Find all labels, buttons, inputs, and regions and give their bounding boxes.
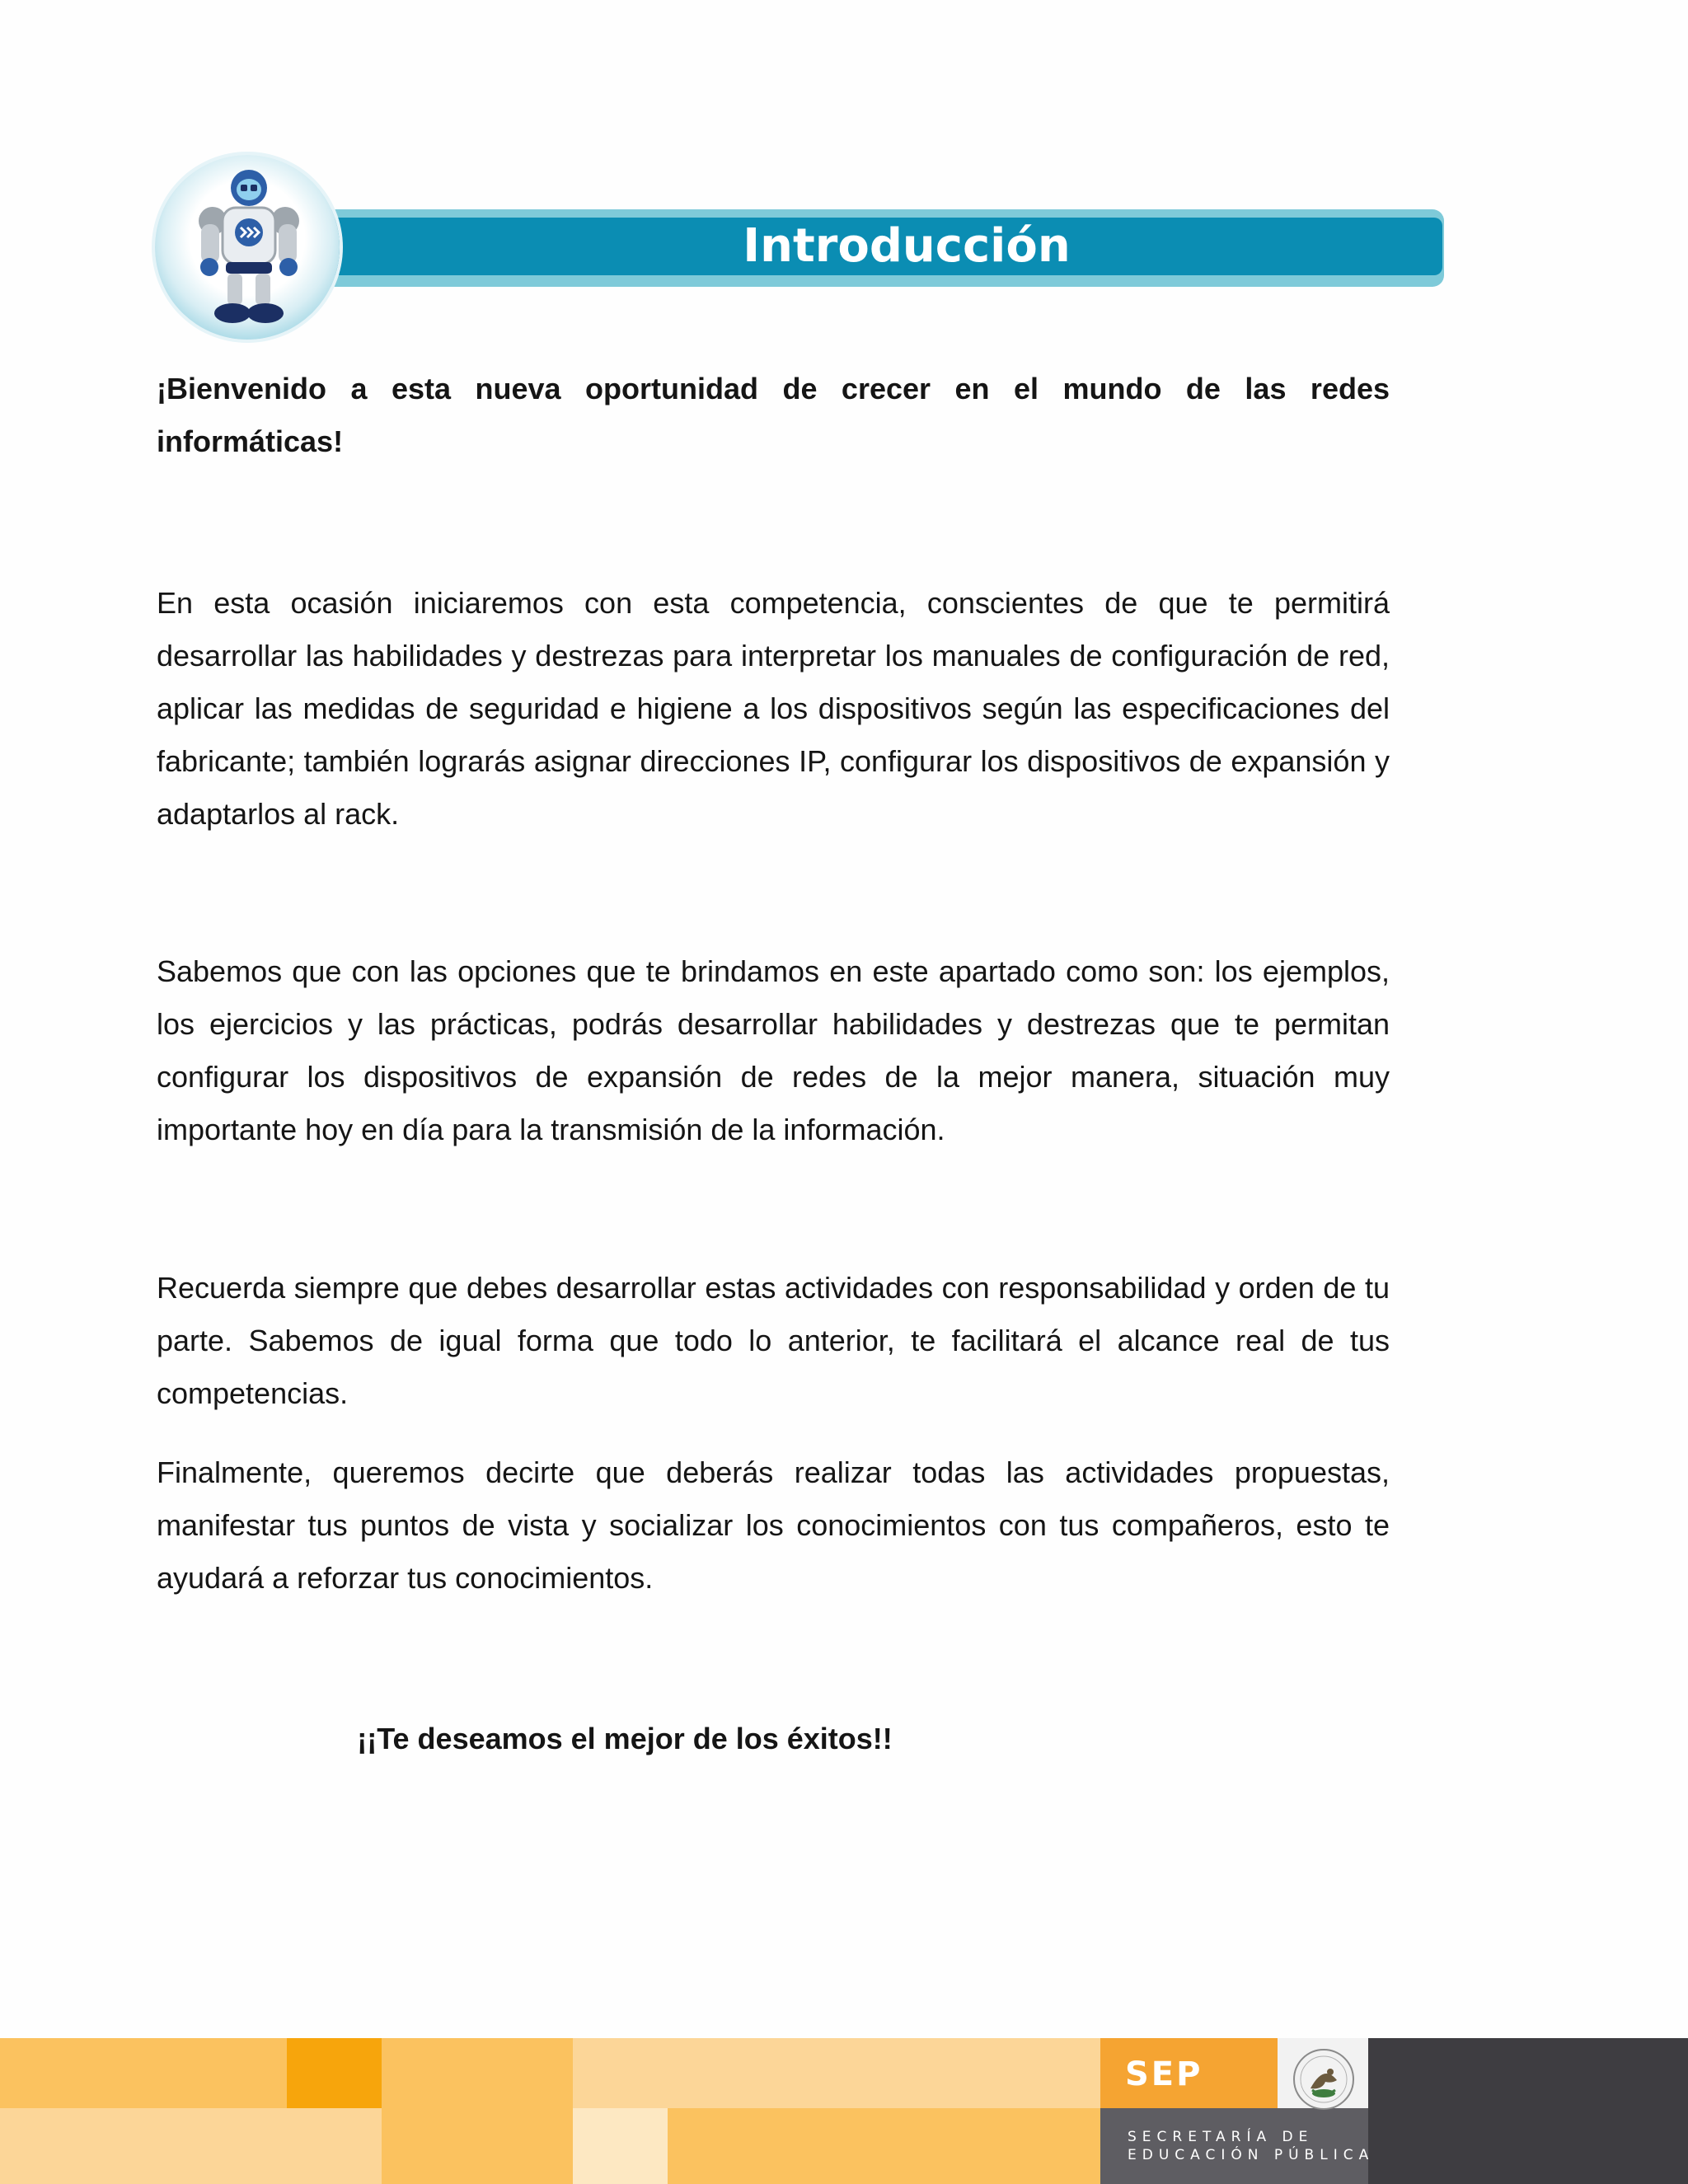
sep-logo: SEP (1125, 2055, 1203, 2093)
closing-message: ¡¡Te deseamos el mejor de los éxitos!! (357, 1722, 893, 1755)
sep-subtitle (1128, 2128, 1374, 2164)
intro-paragraph-4: Finalmente, queremos decirte que deberás realizar todas las actividades propuestas, manifestar tus puntos de vista y socializar los conocimientos con tus compañeros, esto te ayudará a reforzar tus conocimientos. (157, 1455, 1390, 1595)
sep-subtitle-line-1: SECRETARÍA DE (1128, 2129, 1314, 2145)
footer-block (287, 2038, 382, 2108)
footer-block (382, 2038, 573, 2108)
footer-block (573, 2108, 668, 2184)
footer-block (0, 2108, 382, 2184)
footer-block (573, 2038, 1100, 2108)
intro-paragraph-2: Sabemos que con las opciones que te brindamos en este apartado como son: los ejemplos, los ejercicios y las prácticas, podrás desarrollar habilidades y destrezas que te permitan configurar los dispositivos de expansión de redes de la mejor manera, situación muy importante hoy en día para la transmisión de la información. (157, 954, 1390, 1146)
intro-paragraph-1: En esta ocasión iniciaremos con esta competencia, conscientes de que te permitirá desarrollar las habilidades y destrezas para interpretar los manuales de configuración de red, aplicar las medidas de seguridad e higiene a los dispositivos según las especificaciones del fabricante; también lograrás asignar direcciones IP, configurar los dispositivos de expansión y adaptarlos al rack. (157, 586, 1390, 831)
footer-block (382, 2108, 573, 2184)
footer (0, 2038, 1688, 2184)
footer-block (0, 2038, 287, 2108)
intro-paragraph-3: Recuerda siempre que debes desarrollar estas actividades con responsabilidad y orden de tu parte. Sabemos de igual forma que todo lo anterior, te facilitará el alcance real de tus competencias. (157, 1271, 1390, 1410)
mexico-coat-of-arms-icon (1282, 2042, 1365, 2116)
robot-mascot-icon (180, 165, 318, 330)
footer-dark-block (1368, 2038, 1688, 2184)
page-title: Introducción (743, 219, 1071, 273)
sep-subtitle-line-2: EDUCACIÓN PÚBLICA (1128, 2147, 1375, 2163)
footer-block (668, 2108, 1100, 2184)
welcome-heading: ¡Bienvenido a esta nueva oportunidad de crecer en el mundo de las redes informáticas! (157, 372, 1390, 458)
